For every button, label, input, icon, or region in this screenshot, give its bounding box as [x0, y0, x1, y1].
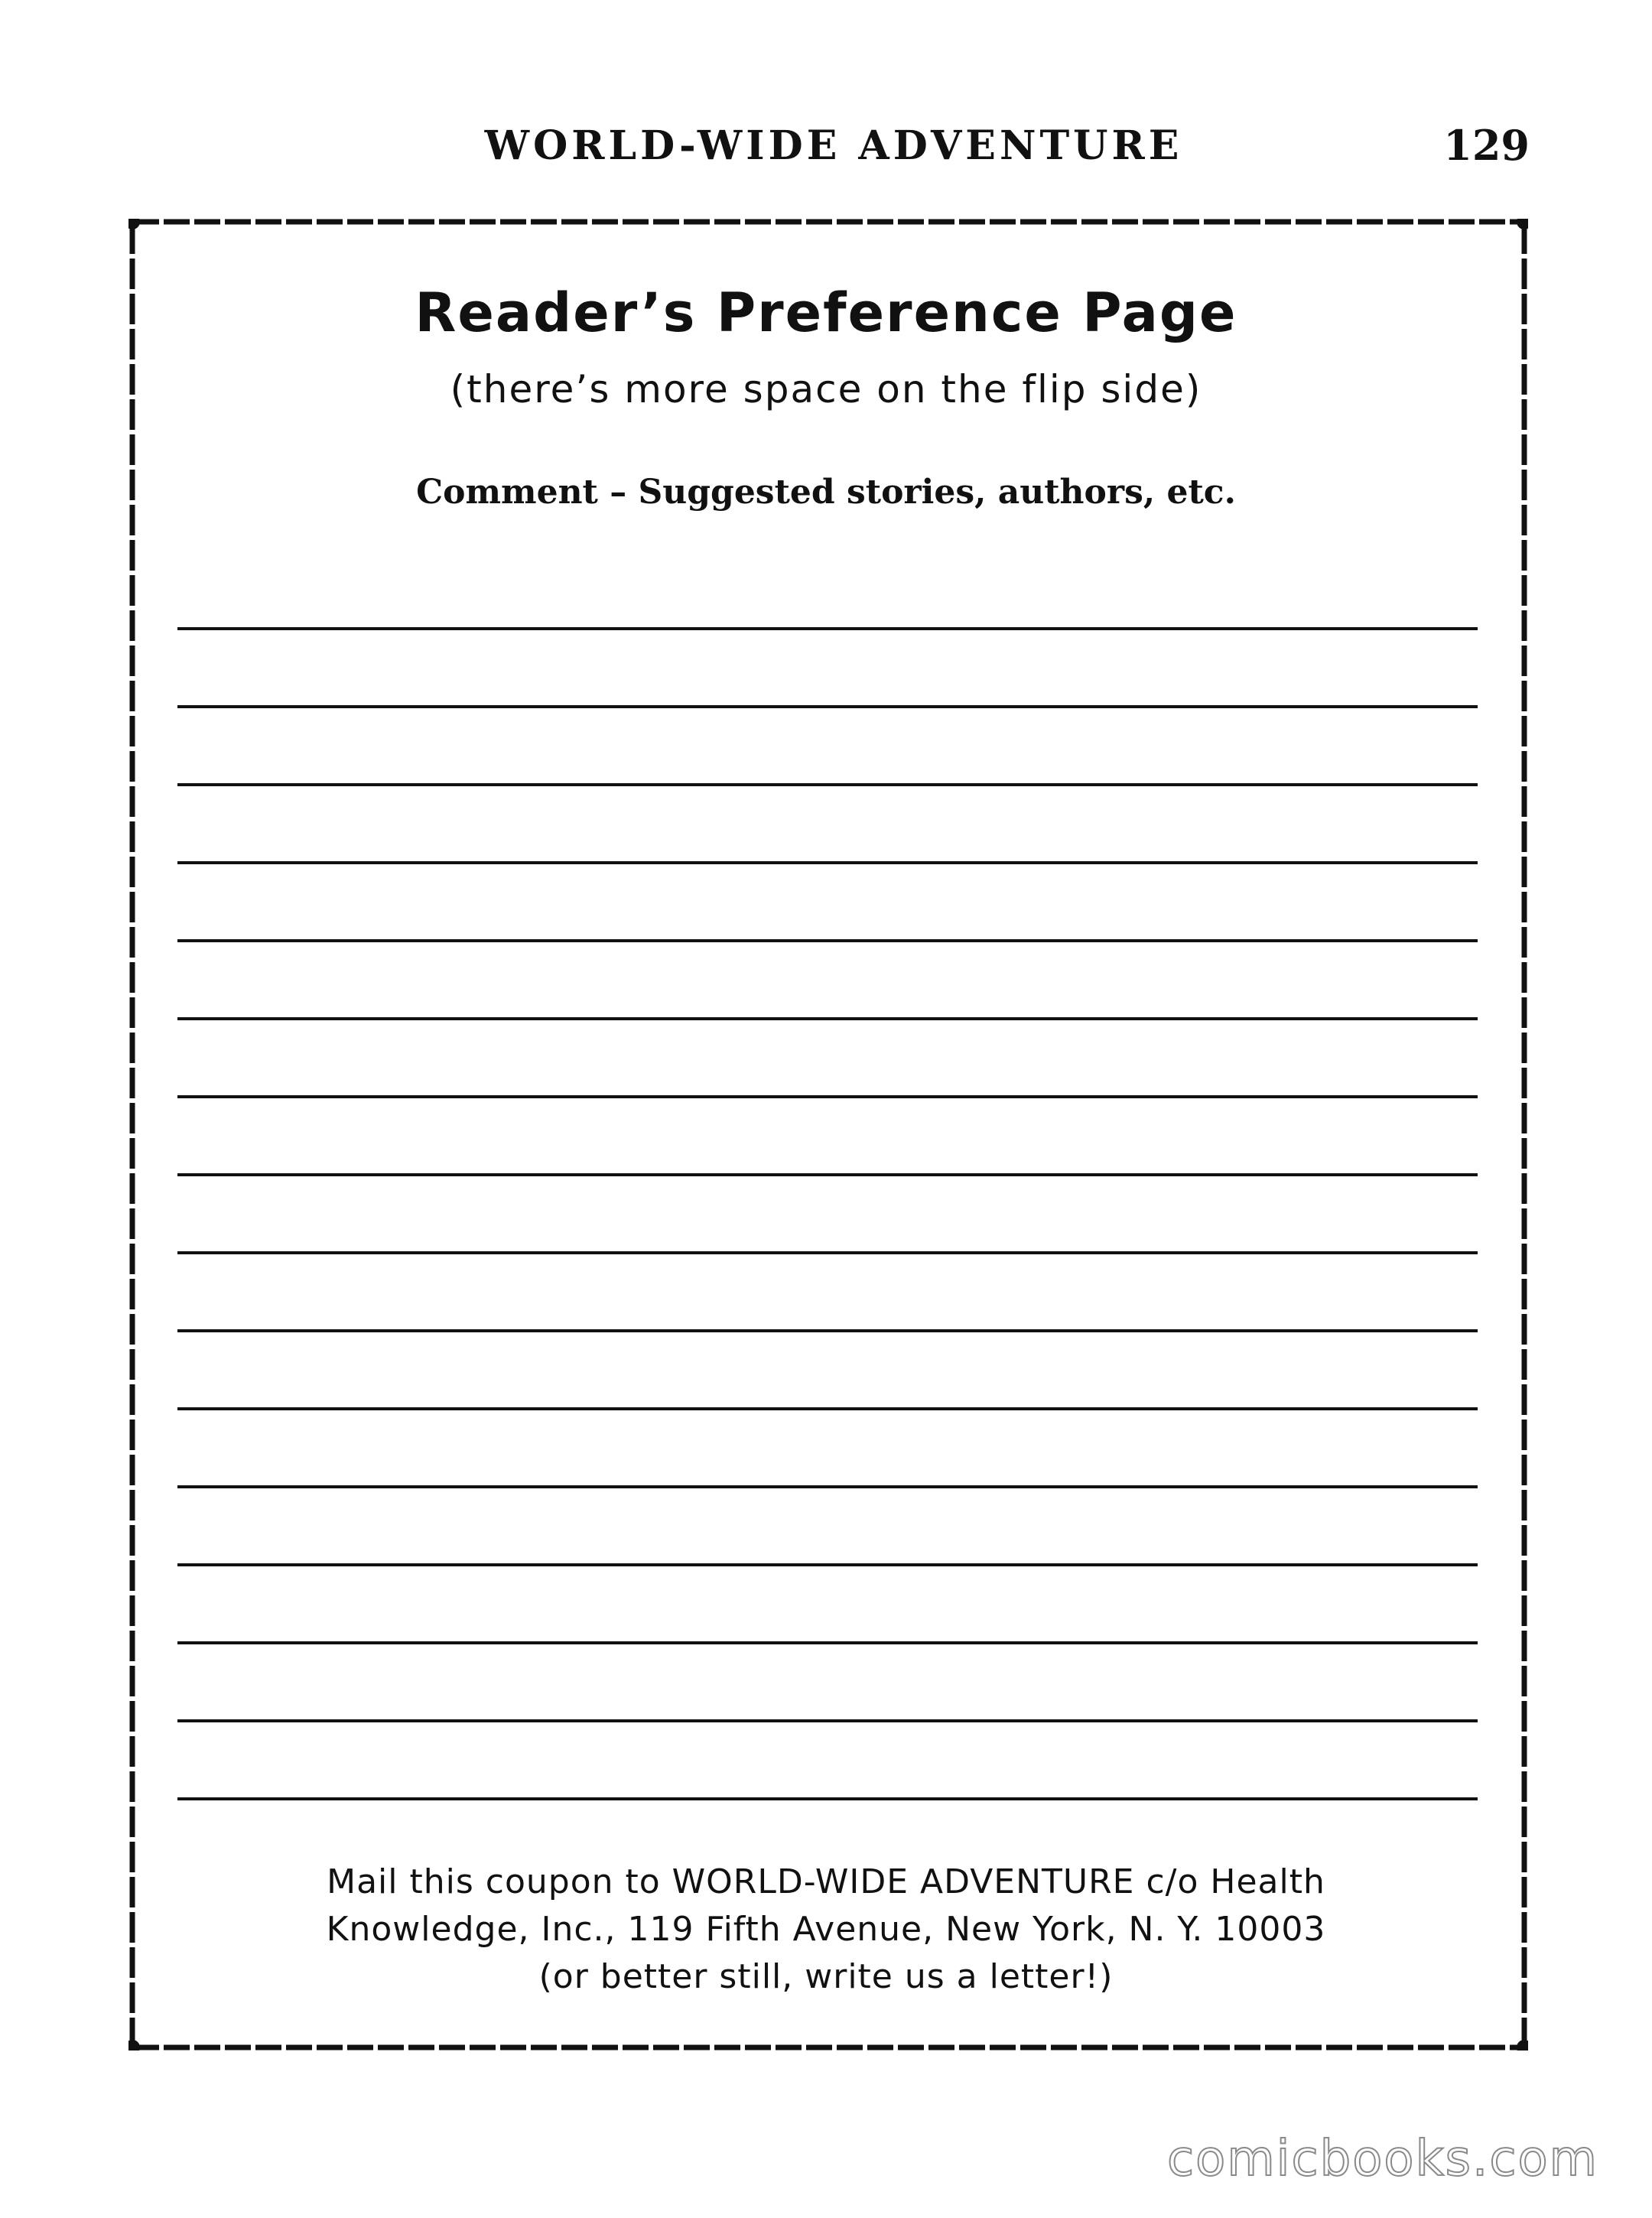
mailing-line-1: Mail this coupon to WORLD-WIDE ADVENTURE c/o Health: [327, 1862, 1325, 1901]
watermark-logo: comicbooks.com: [1166, 2131, 1598, 2187]
writing-line[interactable]: [177, 1173, 1478, 1176]
writing-line[interactable]: [177, 1329, 1478, 1332]
writing-line[interactable]: [177, 783, 1478, 786]
writing-line[interactable]: [177, 861, 1478, 864]
running-head: WORLD-WIDE ADVENTURE: [484, 122, 1183, 169]
mailing-line-2: Knowledge, Inc., 119 Fifth Avenue, New York, N. Y. 10003: [326, 1910, 1326, 1949]
mailing-instructions: [252, 1859, 1400, 2001]
writing-line[interactable]: [177, 705, 1478, 708]
writing-line[interactable]: [177, 1017, 1478, 1020]
form-subtitle: (there’s more space on the flip side): [450, 367, 1202, 411]
writing-line[interactable]: [177, 1641, 1478, 1644]
writing-line[interactable]: [177, 1407, 1478, 1410]
writing-line[interactable]: [177, 1563, 1478, 1566]
comment-prompt: Comment – Suggested stories, authors, etc.: [416, 473, 1236, 512]
writing-line[interactable]: [177, 1251, 1478, 1254]
mailing-line-3: (or better still, write us a letter!): [538, 1957, 1114, 1996]
writing-line[interactable]: [177, 939, 1478, 942]
writing-line[interactable]: [177, 627, 1478, 630]
writing-line[interactable]: [177, 1485, 1478, 1488]
writing-line[interactable]: [177, 1797, 1478, 1800]
writing-line[interactable]: [177, 1095, 1478, 1098]
page-number: 129: [1443, 121, 1530, 170]
form-title: Reader’s Preference Page: [415, 281, 1237, 344]
writing-line[interactable]: [177, 1719, 1478, 1722]
